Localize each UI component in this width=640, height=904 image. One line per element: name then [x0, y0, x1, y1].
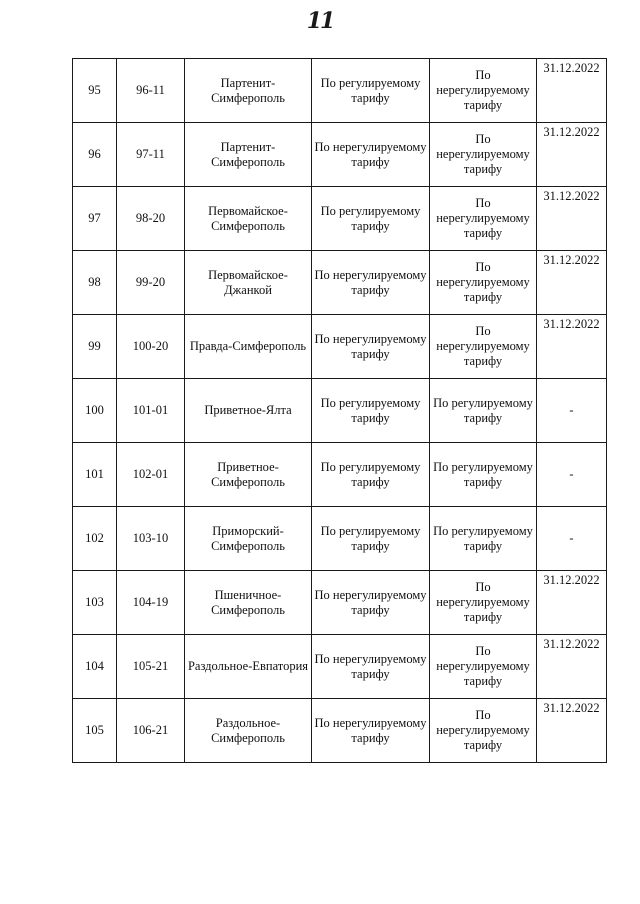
tariff-type-cell: По регулируемому тарифу: [312, 443, 430, 507]
tariff-type-cell-2: По нерегулируемому тарифу: [430, 315, 537, 379]
row-number-cell: 102: [73, 507, 117, 571]
tariff-type-cell-2: По регулируемому тарифу: [430, 507, 537, 571]
tariff-type-cell-2: По нерегулируемому тарифу: [430, 187, 537, 251]
tariff-type-cell-2: По регулируемому тарифу: [430, 379, 537, 443]
table-row: [73, 251, 607, 315]
date-cell: 31.12.2022: [537, 635, 607, 699]
date-cell: 31.12.2022: [537, 187, 607, 251]
route-code-cell: 98-20: [117, 187, 185, 251]
tariff-type-cell: По регулируемому тарифу: [312, 187, 430, 251]
route-name-cell: Раздольное-Евпатория: [185, 635, 312, 699]
tariff-type-cell: По нерегулируемому тарифу: [312, 123, 430, 187]
route-code-cell: 97-11: [117, 123, 185, 187]
table-row: [73, 635, 607, 699]
row-number-cell: 97: [73, 187, 117, 251]
route-name-cell: Приморский-Симферополь: [185, 507, 312, 571]
date-cell: -: [537, 507, 607, 571]
table-row: [73, 59, 607, 123]
route-name-cell: Первомайское-Джанкой: [185, 251, 312, 315]
route-code-cell: 100-20: [117, 315, 185, 379]
route-code-cell: 105-21: [117, 635, 185, 699]
date-cell: -: [537, 443, 607, 507]
tariff-type-cell: По регулируемому тарифу: [312, 59, 430, 123]
row-number-cell: 104: [73, 635, 117, 699]
route-name-cell: Партенит-Симферополь: [185, 59, 312, 123]
table-row: [73, 123, 607, 187]
route-code-cell: 102-01: [117, 443, 185, 507]
tariff-type-cell-2: По нерегулируемому тарифу: [430, 571, 537, 635]
table-row: [73, 379, 607, 443]
tariff-type-cell-2: По нерегулируемому тарифу: [430, 251, 537, 315]
tariff-type-cell-2: По регулируемому тарифу: [430, 443, 537, 507]
row-number-cell: 105: [73, 699, 117, 763]
route-code-cell: 106-21: [117, 699, 185, 763]
route-code-cell: 101-01: [117, 379, 185, 443]
tariff-type-cell: По нерегулируемому тарифу: [312, 251, 430, 315]
route-code-cell: 104-19: [117, 571, 185, 635]
row-number-cell: 100: [73, 379, 117, 443]
route-name-cell: Раздольное-Симферополь: [185, 699, 312, 763]
date-cell: -: [537, 379, 607, 443]
row-number-cell: 101: [73, 443, 117, 507]
tariff-type-cell: По регулируемому тарифу: [312, 507, 430, 571]
route-name-cell: Приветное-Ялта: [185, 379, 312, 443]
table-row: [73, 187, 607, 251]
route-name-cell: Правда-Симферополь: [185, 315, 312, 379]
table-row: [73, 315, 607, 379]
table-row: [73, 699, 607, 763]
route-name-cell: Партенит-Симферополь: [185, 123, 312, 187]
row-number-cell: 98: [73, 251, 117, 315]
tariff-type-cell: По нерегулируемому тарифу: [312, 635, 430, 699]
route-code-cell: 99-20: [117, 251, 185, 315]
tariff-type-cell: По нерегулируемому тарифу: [312, 571, 430, 635]
date-cell: 31.12.2022: [537, 59, 607, 123]
tariff-type-cell-2: По нерегулируемому тарифу: [430, 123, 537, 187]
row-number-cell: 99: [73, 315, 117, 379]
routes-table: [72, 58, 607, 763]
row-number-cell: 95: [73, 59, 117, 123]
date-cell: 31.12.2022: [537, 123, 607, 187]
page-number: 11: [306, 8, 334, 34]
table-row: [73, 443, 607, 507]
tariff-type-cell: По регулируемому тарифу: [312, 379, 430, 443]
tariff-type-cell-2: По нерегулируемому тарифу: [430, 699, 537, 763]
tariff-type-cell: По нерегулируемому тарифу: [312, 699, 430, 763]
date-cell: 31.12.2022: [537, 699, 607, 763]
date-cell: 31.12.2022: [537, 571, 607, 635]
route-code-cell: 96-11: [117, 59, 185, 123]
tariff-type-cell-2: По нерегулируемому тарифу: [430, 59, 537, 123]
route-name-cell: Пшеничное-Симферополь: [185, 571, 312, 635]
route-name-cell: Первомайское-Симферополь: [185, 187, 312, 251]
row-number-cell: 103: [73, 571, 117, 635]
row-number-cell: 96: [73, 123, 117, 187]
tariff-type-cell-2: По нерегулируемому тарифу: [430, 635, 537, 699]
date-cell: 31.12.2022: [537, 315, 607, 379]
tariff-type-cell: По нерегулируемому тарифу: [312, 315, 430, 379]
date-cell: 31.12.2022: [537, 251, 607, 315]
route-name-cell: Приветное-Симферополь: [185, 443, 312, 507]
table-row: [73, 507, 607, 571]
routes-table-body: [73, 59, 607, 763]
table-row: [73, 571, 607, 635]
route-code-cell: 103-10: [117, 507, 185, 571]
